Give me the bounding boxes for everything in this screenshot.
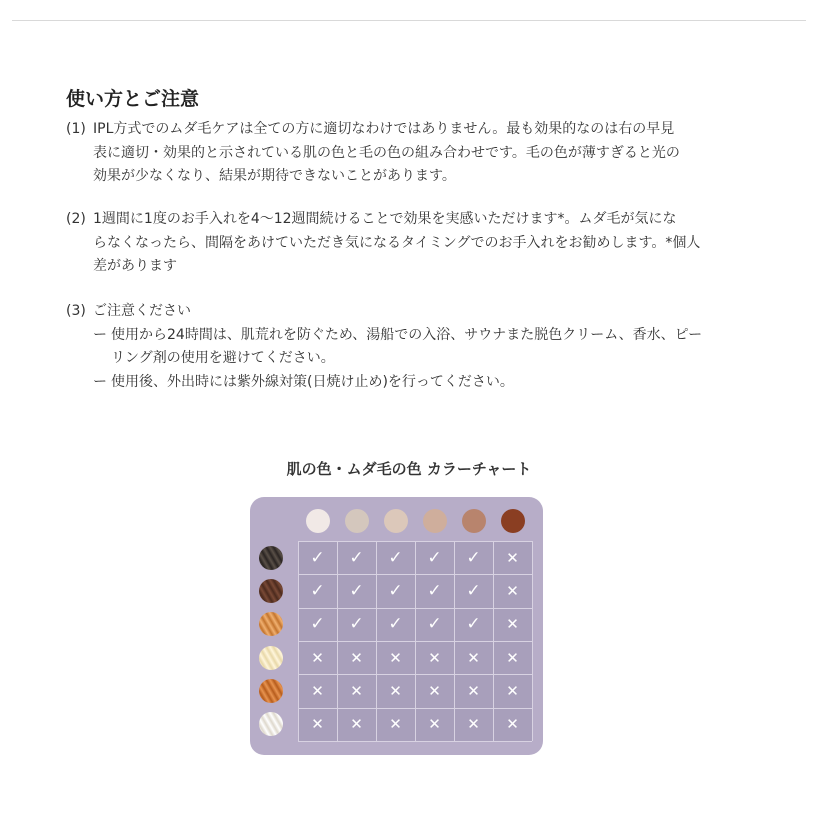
- skin-tone-swatch: [462, 509, 486, 533]
- cross-icon: ✕: [428, 681, 441, 700]
- section-1: [66, 118, 680, 189]
- section-1-line-3: 効果が少なくなり、結果が期待できないことがあります。: [93, 168, 456, 184]
- check-icon: ✓: [427, 547, 442, 568]
- check-icon: ✓: [349, 580, 364, 601]
- check-icon: ✓: [310, 614, 325, 635]
- cross-icon: ✕: [506, 648, 519, 667]
- check-icon: ✓: [427, 614, 442, 635]
- bullet-2: [66, 371, 702, 395]
- hair-color-swatch: [259, 579, 283, 603]
- grid-line: [532, 541, 533, 741]
- hair-color-swatch: [259, 546, 283, 570]
- cross-icon: ✕: [311, 715, 324, 734]
- section-1-number: (1): [66, 121, 86, 137]
- dash-icon: ー: [93, 326, 107, 343]
- section-3-title: ご注意ください: [93, 303, 191, 319]
- section-1-line-1: IPL方式でのムダ毛ケアは全ての方に適切なわけではありません。最も効果的なのは右の早見: [93, 121, 675, 137]
- check-icon: ✓: [310, 580, 325, 601]
- check-icon: ✓: [427, 580, 442, 601]
- skin-tone-swatch: [501, 509, 525, 533]
- skin-tone-swatch: [423, 509, 447, 533]
- cross-icon: ✕: [467, 715, 480, 734]
- cross-icon: ✕: [389, 715, 402, 734]
- hair-color-swatch: [259, 712, 283, 736]
- section-2-line-2: らなくなったら、間隔をあけていただき気になるタイミングでのお手入れをお勧めします。*個人: [93, 234, 701, 251]
- chart-title: 肌の色・ムダ毛の色 カラーチャート: [286, 460, 532, 478]
- section-3: [66, 300, 702, 394]
- check-icon: ✓: [466, 614, 481, 635]
- section-1-line-2: 表に適切・効果的と示されている肌の色と毛の色の組み合わせです。毛の色が薄すぎると光の: [93, 144, 680, 161]
- top-divider: [12, 20, 806, 21]
- check-icon: ✓: [388, 547, 403, 568]
- cross-icon: ✕: [350, 715, 363, 734]
- cross-icon: ✕: [428, 648, 441, 667]
- cross-icon: ✕: [467, 681, 480, 700]
- cross-icon: ✕: [350, 648, 363, 667]
- bullet-1-line-2: リング剤の使用を避けてください。: [111, 350, 335, 366]
- cross-icon: ✕: [506, 581, 519, 600]
- section-2-number: (2): [66, 211, 86, 227]
- cross-icon: ✕: [467, 648, 480, 667]
- check-icon: ✓: [310, 547, 325, 568]
- section-2-line-3: 差があります: [93, 258, 177, 274]
- bullet-2-line-1: 使用後、外出時には紫外線対策(日焼け止め)を行ってください。: [111, 373, 514, 390]
- cross-icon: ✕: [311, 681, 324, 700]
- check-icon: ✓: [466, 580, 481, 601]
- skin-tone-swatch: [345, 509, 369, 533]
- cross-icon: ✕: [389, 681, 402, 700]
- section-2: [66, 208, 700, 279]
- bullet-1: [66, 324, 702, 348]
- grid-line: [298, 741, 532, 742]
- cross-icon: ✕: [506, 548, 519, 567]
- check-icon: ✓: [349, 547, 364, 568]
- dash-icon: ー: [93, 373, 107, 390]
- skin-tone-swatch: [306, 509, 330, 533]
- check-icon: ✓: [349, 614, 364, 635]
- cross-icon: ✕: [428, 715, 441, 734]
- hair-color-swatch: [259, 646, 283, 670]
- cross-icon: ✕: [506, 615, 519, 634]
- cross-icon: ✕: [506, 715, 519, 734]
- cross-icon: ✕: [389, 648, 402, 667]
- check-icon: ✓: [388, 614, 403, 635]
- section-3-number: (3): [66, 303, 86, 319]
- check-icon: ✓: [466, 547, 481, 568]
- section-2-line-1: 1週間に1度のお手入れを4～12週間続けることで効果を実感いただけます*。ムダ毛が気にな: [93, 211, 677, 227]
- skin-tone-swatch: [384, 509, 408, 533]
- cross-icon: ✕: [350, 681, 363, 700]
- cross-icon: ✕: [311, 648, 324, 667]
- bullet-1-line-1: 使用から24時間は、肌荒れを防ぐため、湯船での入浴、サウナまた脱色クリーム、香水、ピー: [111, 326, 703, 343]
- cross-icon: ✕: [506, 681, 519, 700]
- hair-color-swatch: [259, 679, 283, 703]
- page-title: 使い方とご注意: [66, 88, 200, 110]
- check-icon: ✓: [388, 580, 403, 601]
